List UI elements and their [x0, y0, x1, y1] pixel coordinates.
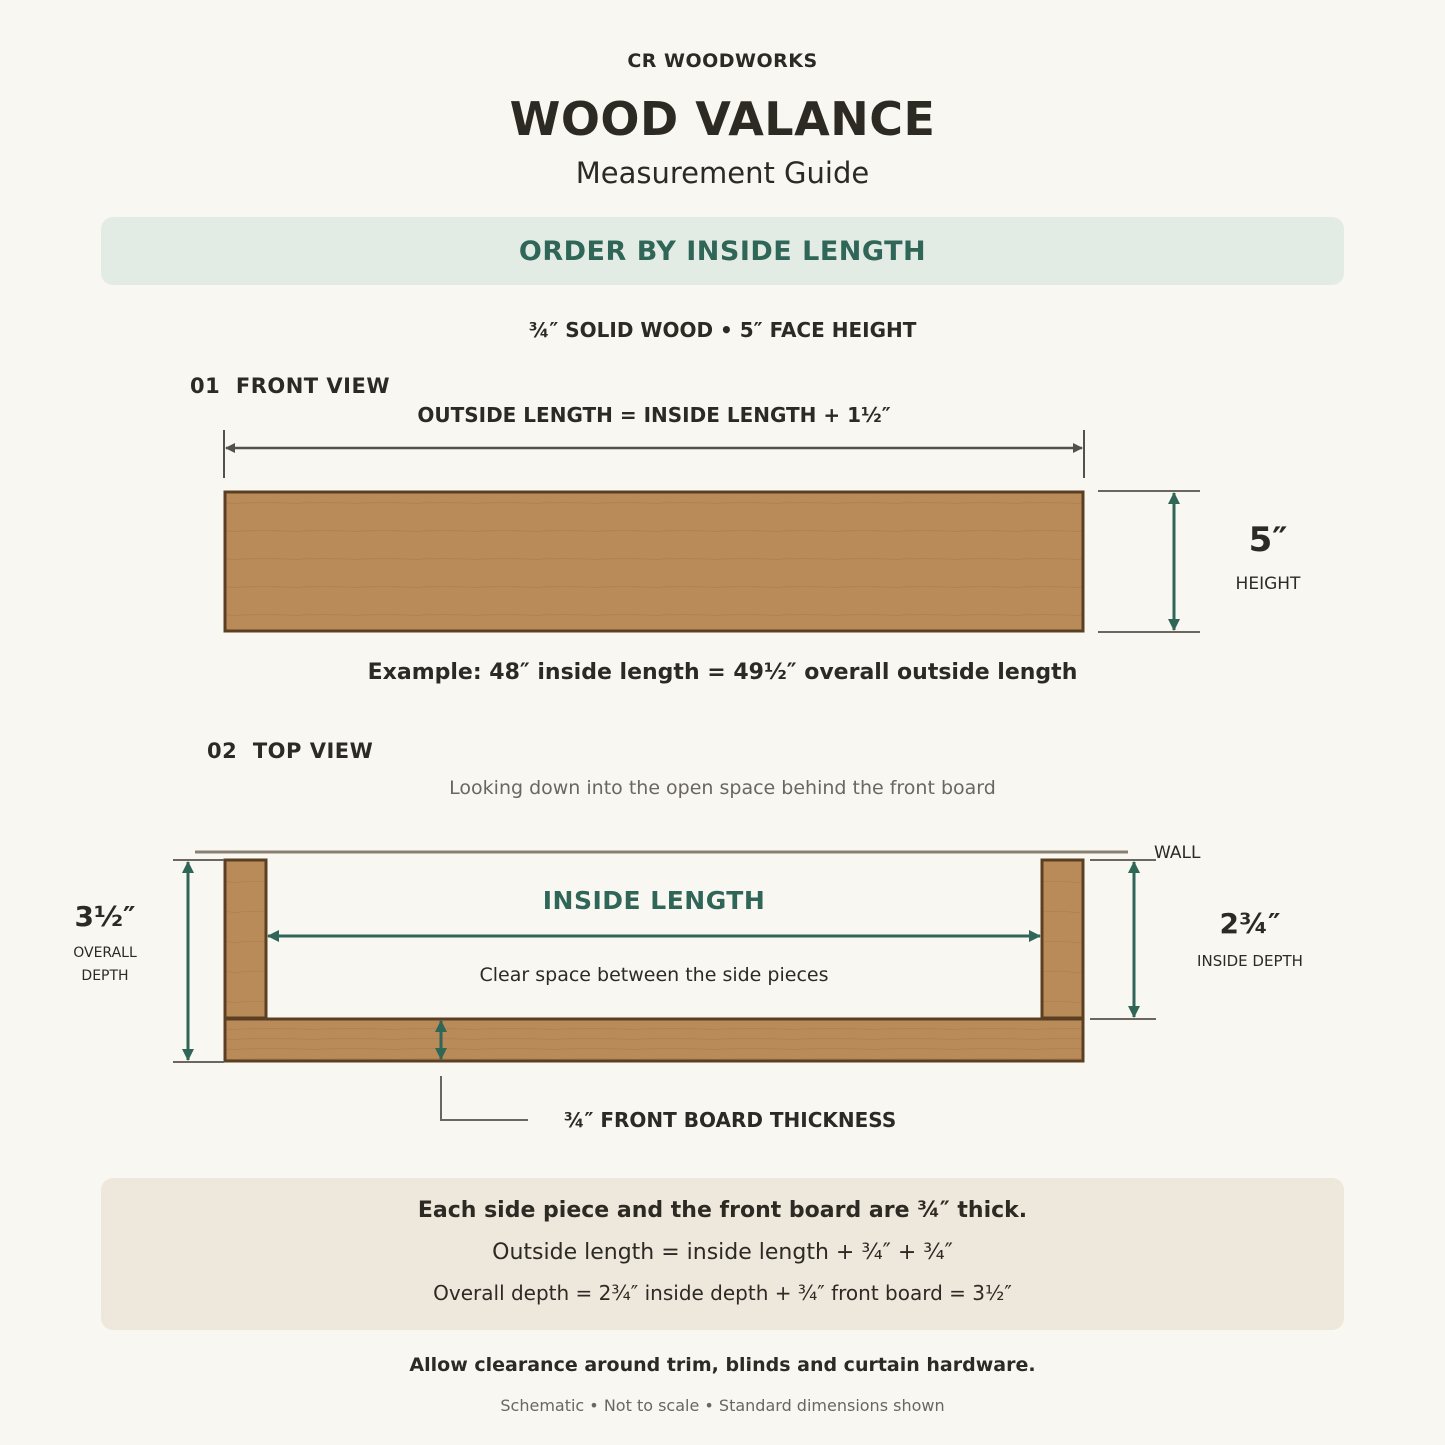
outside-length-dimension: [224, 430, 1084, 478]
overall-depth-dimension: [173, 860, 224, 1062]
top-view-caption: Looking down into the open space behind the front board: [449, 777, 996, 799]
height-dimension: [1098, 491, 1200, 632]
front-board-face: [225, 492, 1083, 631]
outside-length-formula: OUTSIDE LENGTH = INSIDE LENGTH + 1½″: [417, 403, 891, 427]
inside-length-caption: Clear space between the side pieces: [479, 964, 829, 986]
overall-depth-label-line1: OVERALL: [73, 945, 137, 961]
height-value: 5″: [1248, 520, 1288, 560]
notes-line-1: Each side piece and the front board are ¾″ thick.: [417, 1198, 1028, 1223]
notes-line-2: Outside length = inside length + ¾″ + ¾″: [492, 1240, 953, 1265]
notes-line-3: Overall depth = 2¾″ inside depth + ¾″ front board = 3½″: [433, 1281, 1012, 1305]
page-subtitle: Measurement Guide: [575, 156, 870, 190]
inside-depth-label: INSIDE DEPTH: [1197, 952, 1303, 970]
inside-depth-value: 2¾″: [1219, 907, 1281, 940]
inside-length-label: INSIDE LENGTH: [542, 886, 766, 915]
left-side-piece: [225, 860, 266, 1018]
top-view-heading: 02 TOP VIEW: [207, 739, 374, 763]
spec-line: ¾″ SOLID WOOD • 5″ FACE HEIGHT: [528, 318, 917, 342]
example-text: Example: 48″ inside length = 49½″ overall outside length: [367, 660, 1078, 685]
page-title: WOOD VALANCE: [509, 92, 936, 146]
brand-name: CR WOODWORKS: [627, 50, 818, 72]
disclaimer: Schematic • Not to scale • Standard dimensions shown: [500, 1396, 945, 1415]
height-label: HEIGHT: [1235, 574, 1301, 594]
inside-depth-dimension: [1090, 860, 1156, 1019]
right-side-piece: [1042, 860, 1083, 1018]
overall-depth-value: 3½″: [74, 900, 136, 933]
wall-label: WALL: [1154, 843, 1201, 863]
thickness-label: ¾″ FRONT BOARD THICKNESS: [563, 1108, 897, 1132]
clearance-note: Allow clearance around trim, blinds and curtain hardware.: [409, 1354, 1036, 1376]
overall-depth-label-line2: DEPTH: [81, 968, 129, 984]
front-board-top: [225, 1019, 1083, 1061]
order-banner-text: ORDER BY INSIDE LENGTH: [518, 235, 927, 267]
front-view-heading: 01 FRONT VIEW: [190, 374, 390, 398]
